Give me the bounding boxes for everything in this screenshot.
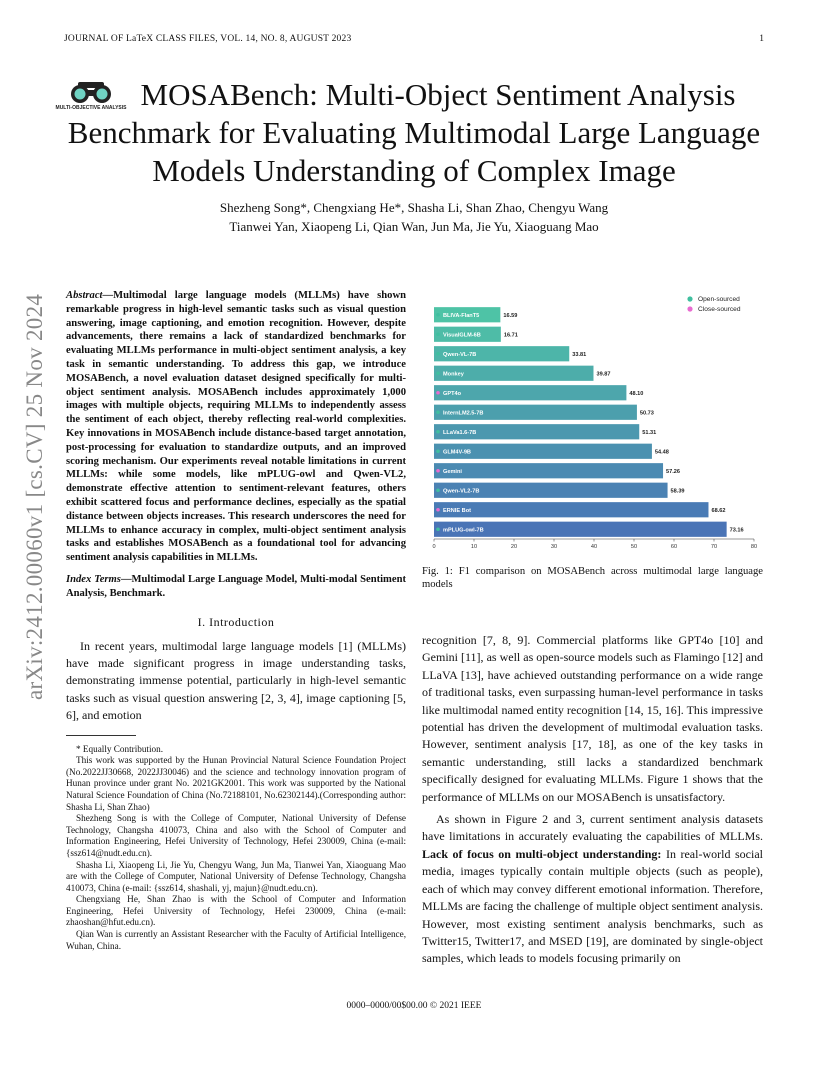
x-tick-label: 60 — [670, 544, 678, 550]
bar-source-dot — [436, 352, 440, 356]
arxiv-stamp: arXiv:2412.00060v1 [cs.CV] 25 Nov 2024 — [22, 293, 47, 700]
bar-value-label: 54.48 — [654, 449, 669, 456]
bar-category-label: ERNIE Bot — [443, 507, 471, 514]
running-head: JOURNAL OF LaTeX CLASS FILES, VOL. 14, NO. 8, AUGUST 2023 — [64, 34, 352, 44]
bar-source-dot — [436, 371, 440, 375]
abstract-text: —Multimodal large language models (MLLMs) have shown remarkable progress in high-level semantic tasks such as visual question answering, image captioning, and emotion recognition. However, despite advancements, there remains a lack of standardized benchmarks for evaluating MLLMs performance in multi-object sentiment analysis, a key task in semantic understanding. To address this gap, we introduce MOSABench, a novel evaluation dataset designed specifically for multi-object sentiment analysis. MOSABench includes approximately 1,000 images with multiple objects, requiring MLLMs to independently assess the sentiment of each object, thereby reflecting real-world complexities. Key innovations in MOSABench include distance-based target annotation, post-processing for evaluation to standardize outputs, and an improved scoring mechanism. Our experiments reveal notable limitations in current MLLMs: while some models, like mPLUG-owl and Qwen-VL2, demonstrate effective attention to sentiment-relevant features, others exhibit scattered focus and performance declines, especially as the spatial distance between objects increases. This research underscores the need for MLLMs to enhance accuracy in complex, multi-object sentiment analysis tasks and establishes MOSABench as a foundational tool for advancing sentiment analysis capabilities in MLLMs. — [66, 290, 406, 564]
legend-label: Close-sourced — [698, 306, 741, 313]
para-bold-lead: Lack of focus on multi-object understanding: — [422, 846, 662, 861]
f1-bar-chart — [422, 289, 763, 561]
paper-title: MOSABench: Multi-Object Sentiment Analysis Benchmark for Evaluating Multimodal Large Language Models Understanding of Complex Image — [67, 77, 761, 188]
bar-category-label: Qwen-VL-7B — [443, 351, 477, 358]
bar-value-label: 16.71 — [503, 332, 518, 339]
x-tick-label: 20 — [510, 544, 518, 550]
bar-category-label: GPT4o — [443, 390, 462, 397]
footnotes — [66, 744, 406, 953]
bar-category-label: Monkey — [443, 371, 464, 378]
bar-category-label: mPLUG-owl-7B — [443, 527, 484, 534]
bar-category-label: LLaVa1.6-7B — [443, 429, 477, 436]
bar-value-label: 57.26 — [666, 468, 681, 475]
footnote: * Equally Contribution. — [76, 743, 164, 754]
bar-value-label: 16.59 — [503, 312, 518, 319]
caption-label: Fig. 1: — [422, 566, 453, 577]
figure-1-chart — [422, 289, 763, 561]
author-line-1: Shezheng Song*, Chengxiang He*, Shasha Li, Shan Zhao, Chengyu Wang — [219, 200, 609, 215]
bar-value-label: 58.39 — [670, 488, 685, 495]
footnote-rule — [66, 735, 136, 736]
bar-source-dot — [436, 332, 440, 336]
bar-value-label: 33.81 — [572, 351, 587, 358]
bar — [434, 385, 626, 400]
bar-source-dot — [436, 313, 440, 317]
bar-value-label: 51.31 — [642, 429, 657, 436]
bar-source-dot — [436, 410, 440, 414]
bar-category-label: Qwen-VL2-7B — [443, 488, 480, 495]
x-tick-label: 80 — [750, 544, 758, 550]
figure-1-caption — [422, 565, 763, 592]
x-tick-label: 0 — [432, 544, 436, 550]
para-start: As shown in Figure 2 and 3, current sentiment analysis datasets have limitations in accurately evaluating the capabilities of MLLMs. — [422, 812, 763, 844]
footnote: Shezheng Song is with the College of Computer, National University of Defense Technology, Changsha 410073, China and also with the School of Computer and Information Engineering, Hefei University of Technology, Hefei 230009, China (e-mail: {ssz614@nudt.edu.cn). — [66, 813, 406, 858]
bar-category-label: VisualGLM-6B — [443, 332, 481, 339]
bar-source-dot — [436, 391, 440, 395]
footnote: Qian Wan is currently an Assistant Researcher with the Faculty of Artificial Intelligence, Wuhan, China. — [66, 929, 406, 951]
bar-source-dot — [436, 488, 440, 492]
bar — [434, 502, 708, 517]
intro-paragraph-2: recognition [7, 8, 9]. Commercial platforms like GPT4o [10] and Gemini [11], as well as open-source models such as Flamingo [12] and LLaVA [13], have achieved outstanding performance on a wide range of traditional tasks, even surpassing human-level performance in tasks like multimodal named entity recognition [14, 15, 16]. This impressive potential has driven the development of multimodal evaluation tasks. However, sentiment analysis [17, 18], as one of the key tasks in semantic understanding, still lacks a standardized benchmark specifically designed for evaluating MLLMs. Figure 1 shows that the performance of MLLMs on our MOSABench is unsatisfactory. — [422, 633, 763, 804]
intro-paragraph-1: In recent years, multimodal large language models [1] (MLLMs) have made significant progress in image understanding tasks, demonstrating immense potential, particularly in high-level semantic tasks such as visual question answering [2, 3, 4], image captioning [5, 6], and emotion — [66, 638, 406, 723]
legend-marker — [687, 306, 692, 311]
bar-category-label: Gemini — [443, 468, 462, 475]
bar-category-label: InternLM2.5-7B — [443, 410, 484, 417]
section-heading: I. Introduction — [197, 614, 275, 629]
footnote: Chengxiang He, Shan Zhao is with the School of Computer and Information Engineering, Hefei University of Technology, Hefei 230009, China (e-mail: zhaoshan@hfut.edu.cn). — [66, 894, 406, 928]
index-terms — [66, 573, 406, 601]
footnote: Shasha Li, Xiaopeng Li, Jie Yu, Chengyu Wang, Jun Ma, Tianwei Yan, Xiaoguang Mao are with the College of Computer, National University of Defense Technology, Changsha 410073, China (e-mail: {ssz614, shashali, yj, majun}@nudt.edu.cn). — [66, 859, 406, 893]
bar-source-dot — [436, 430, 440, 434]
logo-caption: MULTI-OBJECTIVE ANALYSIS — [55, 105, 127, 111]
abstract-label: Abstract — [66, 290, 103, 301]
bar-value-label: 39.87 — [596, 371, 611, 378]
bar-value-label: 73.16 — [729, 527, 744, 534]
bar-source-dot — [436, 527, 440, 531]
bar-source-dot — [436, 449, 440, 453]
page-number: 1 — [759, 34, 764, 44]
x-tick-label: 40 — [590, 544, 598, 550]
bar-source-dot — [436, 469, 440, 473]
bar — [434, 463, 663, 478]
legend-marker — [687, 296, 692, 301]
bar-category-label: GLM4V-9B — [443, 449, 471, 456]
author-list — [120, 198, 708, 236]
index-terms-text: —Multimodal Large Language Model, Multi-modal Sentiment Analysis, Benchmark. — [66, 573, 406, 599]
bar-value-label: 50.73 — [639, 410, 654, 417]
x-tick-label: 50 — [630, 544, 638, 550]
footnote: This work was supported by the Hunan Provincial Natural Science Foundation Project (No.2022JJ30668, 2022JJ30046) and the science and technology innovation program of Hunan province under grant No. 2021GK2001. This work was supported by the National Natural Science Foundation of China (No.72188101, No.62302144).(Corresponding author: Shasha Li, Shan Zhao) — [66, 755, 406, 812]
right-column — [422, 632, 763, 968]
x-tick-label: 70 — [710, 544, 718, 550]
left-column — [66, 289, 406, 952]
index-terms-label: Index Terms — [66, 573, 121, 585]
bar-value-label: 68.62 — [711, 507, 726, 514]
page-footer: 0000–0000/00$00.00 © 2021 IEEE — [346, 1001, 482, 1011]
legend-label: Open-sourced — [698, 296, 740, 303]
bar-source-dot — [436, 508, 440, 512]
bar-category-label: BLIVA-FlanT5 — [443, 312, 480, 319]
x-tick-label: 10 — [470, 544, 478, 550]
caption-text: F1 comparison on MOSABench across multimodal large language models — [422, 566, 763, 591]
abstract — [66, 289, 406, 565]
para-rest: In real-world social media, images typically contain multiple objects (such as people), each of which may convey different emotional information. Therefore, MLLMs are facing the challenge of multiple object sentiment analysis. However, most existing sentiment analysis benchmarks, such as Twitter15, Twitter17, and MSED [19], are dominated by single-object samples, which leads to models focusing primarily on — [422, 846, 763, 966]
x-tick-label: 30 — [550, 544, 558, 550]
intro-paragraph-3 — [422, 811, 763, 968]
author-line-2: Tianwei Yan, Xiaopeng Li, Qian Wan, Jun Ma, Jie Yu, Xiaoguang Mao — [229, 219, 599, 234]
bar-value-label: 48.10 — [629, 390, 644, 397]
